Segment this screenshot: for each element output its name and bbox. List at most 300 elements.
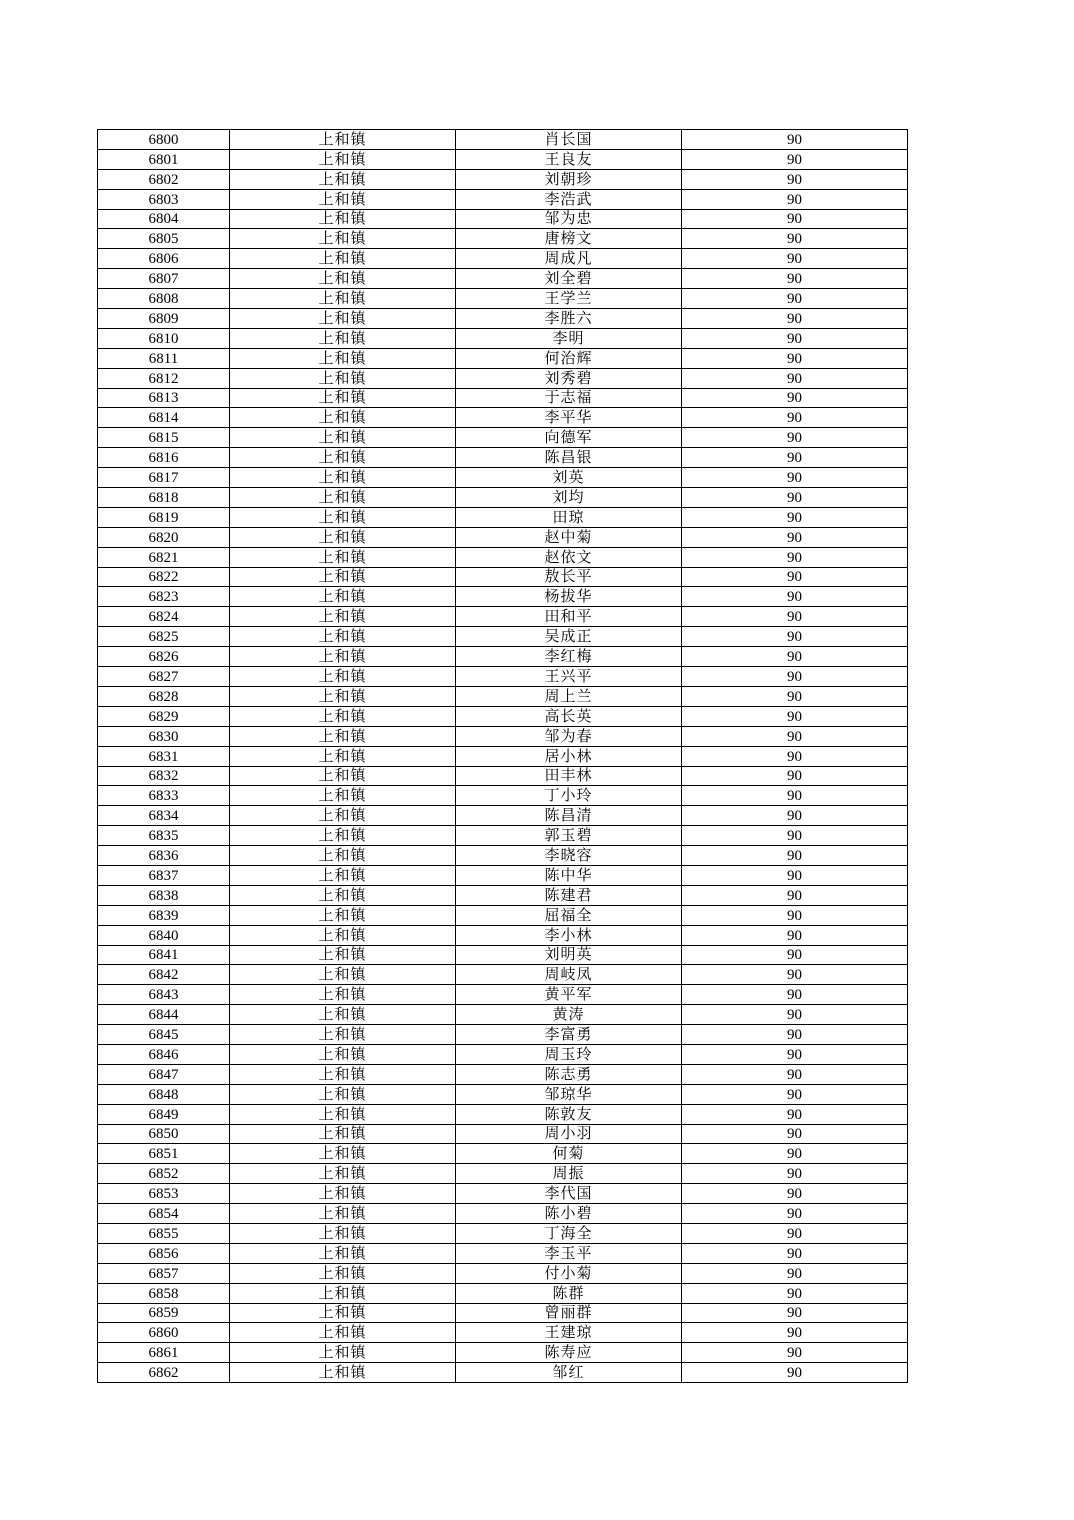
table-row <box>98 1363 908 1383</box>
town-cell: 上和镇 <box>230 865 456 885</box>
person-name-cell: 丁小玲 <box>456 786 682 806</box>
town-cell: 上和镇 <box>230 1223 456 1243</box>
table-row <box>98 1303 908 1323</box>
row-number-cell: 6822 <box>98 567 230 587</box>
table-row <box>98 189 908 209</box>
table-row <box>98 1223 908 1243</box>
table-row <box>98 885 908 905</box>
table-row <box>98 1025 908 1045</box>
amount-cell: 90 <box>682 1243 908 1263</box>
town-cell: 上和镇 <box>230 746 456 766</box>
row-number-cell: 6828 <box>98 686 230 706</box>
town-cell: 上和镇 <box>230 1144 456 1164</box>
table-row <box>98 388 908 408</box>
person-name-cell: 李代国 <box>456 1184 682 1204</box>
town-cell: 上和镇 <box>230 1025 456 1045</box>
town-cell: 上和镇 <box>230 826 456 846</box>
amount-cell: 90 <box>682 149 908 169</box>
table-row <box>98 1044 908 1064</box>
row-number-cell: 6849 <box>98 1104 230 1124</box>
table-row <box>98 328 908 348</box>
person-name-cell: 陈昌银 <box>456 448 682 468</box>
amount-cell: 90 <box>682 507 908 527</box>
town-cell: 上和镇 <box>230 1005 456 1025</box>
amount-cell: 90 <box>682 1124 908 1144</box>
town-cell: 上和镇 <box>230 885 456 905</box>
amount-cell: 90 <box>682 1104 908 1124</box>
town-cell: 上和镇 <box>230 130 456 150</box>
person-name-cell: 李平华 <box>456 408 682 428</box>
amount-cell: 90 <box>682 1064 908 1084</box>
amount-cell: 90 <box>682 686 908 706</box>
person-name-cell: 周小羽 <box>456 1124 682 1144</box>
table-row <box>98 786 908 806</box>
town-cell: 上和镇 <box>230 209 456 229</box>
town-cell: 上和镇 <box>230 1184 456 1204</box>
person-name-cell: 刘英 <box>456 468 682 488</box>
table-row <box>98 686 908 706</box>
row-number-cell: 6842 <box>98 965 230 985</box>
amount-cell: 90 <box>682 1363 908 1383</box>
town-cell: 上和镇 <box>230 965 456 985</box>
row-number-cell: 6848 <box>98 1084 230 1104</box>
table-row <box>98 965 908 985</box>
person-name-cell: 吴成正 <box>456 627 682 647</box>
town-cell: 上和镇 <box>230 1164 456 1184</box>
town-cell: 上和镇 <box>230 368 456 388</box>
amount-cell: 90 <box>682 587 908 607</box>
row-number-cell: 6816 <box>98 448 230 468</box>
person-name-cell: 于志福 <box>456 388 682 408</box>
table-row <box>98 269 908 289</box>
person-name-cell: 李玉平 <box>456 1243 682 1263</box>
table-row <box>98 806 908 826</box>
row-number-cell: 6806 <box>98 249 230 269</box>
row-number-cell: 6843 <box>98 985 230 1005</box>
amount-cell: 90 <box>682 269 908 289</box>
person-name-cell: 陈寿应 <box>456 1343 682 1363</box>
row-number-cell: 6846 <box>98 1044 230 1064</box>
town-cell: 上和镇 <box>230 547 456 567</box>
person-name-cell: 田琼 <box>456 507 682 527</box>
table-row <box>98 1164 908 1184</box>
town-cell: 上和镇 <box>230 607 456 627</box>
table-row <box>98 1283 908 1303</box>
person-name-cell: 敖长平 <box>456 567 682 587</box>
person-name-cell: 居小林 <box>456 746 682 766</box>
table-row <box>98 1343 908 1363</box>
amount-cell: 90 <box>682 249 908 269</box>
row-number-cell: 6835 <box>98 826 230 846</box>
amount-cell: 90 <box>682 1283 908 1303</box>
amount-cell: 90 <box>682 1303 908 1323</box>
table-row <box>98 726 908 746</box>
person-name-cell: 周上兰 <box>456 686 682 706</box>
person-name-cell: 李胜六 <box>456 309 682 329</box>
row-number-cell: 6854 <box>98 1204 230 1224</box>
person-name-cell: 刘全碧 <box>456 269 682 289</box>
amount-cell: 90 <box>682 547 908 567</box>
table-row <box>98 249 908 269</box>
amount-cell: 90 <box>682 865 908 885</box>
row-number-cell: 6818 <box>98 488 230 508</box>
row-number-cell: 6829 <box>98 706 230 726</box>
amount-cell: 90 <box>682 468 908 488</box>
town-cell: 上和镇 <box>230 567 456 587</box>
table-row <box>98 766 908 786</box>
amount-cell: 90 <box>682 667 908 687</box>
row-number-cell: 6847 <box>98 1064 230 1084</box>
person-name-cell: 周成凡 <box>456 249 682 269</box>
town-cell: 上和镇 <box>230 527 456 547</box>
row-number-cell: 6858 <box>98 1283 230 1303</box>
amount-cell: 90 <box>682 309 908 329</box>
table-row <box>98 1184 908 1204</box>
town-cell: 上和镇 <box>230 249 456 269</box>
row-number-cell: 6861 <box>98 1343 230 1363</box>
row-number-cell: 6838 <box>98 885 230 905</box>
amount-cell: 90 <box>682 209 908 229</box>
row-number-cell: 6805 <box>98 229 230 249</box>
town-cell: 上和镇 <box>230 766 456 786</box>
row-number-cell: 6837 <box>98 865 230 885</box>
person-name-cell: 高长英 <box>456 706 682 726</box>
amount-cell: 90 <box>682 189 908 209</box>
table-row <box>98 527 908 547</box>
town-cell: 上和镇 <box>230 348 456 368</box>
table-row <box>98 627 908 647</box>
table-row <box>98 985 908 1005</box>
amount-cell: 90 <box>682 527 908 547</box>
person-name-cell: 何菊 <box>456 1144 682 1164</box>
amount-cell: 90 <box>682 706 908 726</box>
row-number-cell: 6830 <box>98 726 230 746</box>
table-row <box>98 826 908 846</box>
person-name-cell: 陈小碧 <box>456 1204 682 1224</box>
amount-cell: 90 <box>682 786 908 806</box>
row-number-cell: 6860 <box>98 1323 230 1343</box>
row-number-cell: 6812 <box>98 368 230 388</box>
row-number-cell: 6807 <box>98 269 230 289</box>
person-name-cell: 李富勇 <box>456 1025 682 1045</box>
person-name-cell: 郭玉碧 <box>456 826 682 846</box>
person-name-cell: 田丰林 <box>456 766 682 786</box>
row-number-cell: 6810 <box>98 328 230 348</box>
town-cell: 上和镇 <box>230 706 456 726</box>
amount-cell: 90 <box>682 448 908 468</box>
person-name-cell: 王兴平 <box>456 667 682 687</box>
table-row <box>98 488 908 508</box>
table-row <box>98 865 908 885</box>
amount-cell: 90 <box>682 1223 908 1243</box>
table-row <box>98 905 908 925</box>
row-number-cell: 6857 <box>98 1263 230 1283</box>
person-name-cell: 李红梅 <box>456 647 682 667</box>
table-row <box>98 746 908 766</box>
table-row <box>98 1124 908 1144</box>
row-number-cell: 6813 <box>98 388 230 408</box>
amount-cell: 90 <box>682 1204 908 1224</box>
person-name-cell: 王良友 <box>456 149 682 169</box>
person-name-cell: 刘均 <box>456 488 682 508</box>
table-row <box>98 547 908 567</box>
person-name-cell: 陈建君 <box>456 885 682 905</box>
amount-cell: 90 <box>682 1025 908 1045</box>
person-name-cell: 黄涛 <box>456 1005 682 1025</box>
person-name-cell: 邹红 <box>456 1363 682 1383</box>
row-number-cell: 6801 <box>98 149 230 169</box>
row-number-cell: 6826 <box>98 647 230 667</box>
table-row <box>98 846 908 866</box>
person-name-cell: 刘秀碧 <box>456 368 682 388</box>
amount-cell: 90 <box>682 1343 908 1363</box>
person-name-cell: 邹琼华 <box>456 1084 682 1104</box>
town-cell: 上和镇 <box>230 1343 456 1363</box>
town-cell: 上和镇 <box>230 1204 456 1224</box>
town-cell: 上和镇 <box>230 905 456 925</box>
person-name-cell: 李晓容 <box>456 846 682 866</box>
row-number-cell: 6819 <box>98 507 230 527</box>
row-number-cell: 6820 <box>98 527 230 547</box>
row-number-cell: 6814 <box>98 408 230 428</box>
amount-cell: 90 <box>682 965 908 985</box>
row-number-cell: 6800 <box>98 130 230 150</box>
table-row <box>98 945 908 965</box>
row-number-cell: 6855 <box>98 1223 230 1243</box>
amount-cell: 90 <box>682 428 908 448</box>
row-number-cell: 6853 <box>98 1184 230 1204</box>
amount-cell: 90 <box>682 726 908 746</box>
town-cell: 上和镇 <box>230 149 456 169</box>
town-cell: 上和镇 <box>230 846 456 866</box>
town-cell: 上和镇 <box>230 488 456 508</box>
town-cell: 上和镇 <box>230 269 456 289</box>
row-number-cell: 6845 <box>98 1025 230 1045</box>
person-name-cell: 陈昌清 <box>456 806 682 826</box>
table-row <box>98 209 908 229</box>
person-name-cell: 屈福全 <box>456 905 682 925</box>
person-name-cell: 周岐凤 <box>456 965 682 985</box>
amount-cell: 90 <box>682 1263 908 1283</box>
person-name-cell: 王建琼 <box>456 1323 682 1343</box>
amount-cell: 90 <box>682 408 908 428</box>
row-number-cell: 6804 <box>98 209 230 229</box>
amount-cell: 90 <box>682 289 908 309</box>
town-cell: 上和镇 <box>230 1363 456 1383</box>
person-name-cell: 何治辉 <box>456 348 682 368</box>
town-cell: 上和镇 <box>230 1104 456 1124</box>
table-row <box>98 289 908 309</box>
amount-cell: 90 <box>682 985 908 1005</box>
person-name-cell: 陈志勇 <box>456 1064 682 1084</box>
row-number-cell: 6856 <box>98 1243 230 1263</box>
amount-cell: 90 <box>682 1144 908 1164</box>
table-row <box>98 1323 908 1343</box>
person-name-cell: 肖长国 <box>456 130 682 150</box>
table-row <box>98 309 908 329</box>
table-row <box>98 667 908 687</box>
town-cell: 上和镇 <box>230 289 456 309</box>
table-row <box>98 1263 908 1283</box>
amount-cell: 90 <box>682 1164 908 1184</box>
table-row <box>98 587 908 607</box>
person-name-cell: 王学兰 <box>456 289 682 309</box>
row-number-cell: 6811 <box>98 348 230 368</box>
person-name-cell: 赵依文 <box>456 547 682 567</box>
row-number-cell: 6859 <box>98 1303 230 1323</box>
row-number-cell: 6815 <box>98 428 230 448</box>
table-row <box>98 607 908 627</box>
person-name-cell: 刘明英 <box>456 945 682 965</box>
row-number-cell: 6832 <box>98 766 230 786</box>
person-name-cell: 李小林 <box>456 925 682 945</box>
town-cell: 上和镇 <box>230 1064 456 1084</box>
table-row <box>98 348 908 368</box>
town-cell: 上和镇 <box>230 667 456 687</box>
town-cell: 上和镇 <box>230 408 456 428</box>
amount-cell: 90 <box>682 1184 908 1204</box>
amount-cell: 90 <box>682 130 908 150</box>
person-name-cell: 李浩武 <box>456 189 682 209</box>
town-cell: 上和镇 <box>230 587 456 607</box>
town-cell: 上和镇 <box>230 1303 456 1323</box>
table-row <box>98 1084 908 1104</box>
person-name-cell: 陈敦友 <box>456 1104 682 1124</box>
row-number-cell: 6841 <box>98 945 230 965</box>
row-number-cell: 6862 <box>98 1363 230 1383</box>
town-cell: 上和镇 <box>230 448 456 468</box>
town-cell: 上和镇 <box>230 1044 456 1064</box>
table-row <box>98 448 908 468</box>
town-cell: 上和镇 <box>230 1263 456 1283</box>
table-row <box>98 169 908 189</box>
person-name-cell: 付小菊 <box>456 1263 682 1283</box>
town-cell: 上和镇 <box>230 985 456 1005</box>
table-row <box>98 408 908 428</box>
town-cell: 上和镇 <box>230 647 456 667</box>
person-name-cell: 陈群 <box>456 1283 682 1303</box>
person-name-cell: 邹为忠 <box>456 209 682 229</box>
town-cell: 上和镇 <box>230 806 456 826</box>
town-cell: 上和镇 <box>230 1243 456 1263</box>
table-row <box>98 647 908 667</box>
row-number-cell: 6834 <box>98 806 230 826</box>
table-row <box>98 567 908 587</box>
row-number-cell: 6803 <box>98 189 230 209</box>
town-cell: 上和镇 <box>230 388 456 408</box>
table-row <box>98 149 908 169</box>
town-cell: 上和镇 <box>230 507 456 527</box>
town-cell: 上和镇 <box>230 189 456 209</box>
roster-table <box>97 129 908 1383</box>
table-row <box>98 507 908 527</box>
amount-cell: 90 <box>682 905 908 925</box>
town-cell: 上和镇 <box>230 229 456 249</box>
amount-cell: 90 <box>682 1084 908 1104</box>
row-number-cell: 6840 <box>98 925 230 945</box>
town-cell: 上和镇 <box>230 627 456 647</box>
amount-cell: 90 <box>682 746 908 766</box>
town-cell: 上和镇 <box>230 309 456 329</box>
row-number-cell: 6836 <box>98 846 230 866</box>
person-name-cell: 陈中华 <box>456 865 682 885</box>
town-cell: 上和镇 <box>230 428 456 448</box>
town-cell: 上和镇 <box>230 686 456 706</box>
amount-cell: 90 <box>682 766 908 786</box>
amount-cell: 90 <box>682 925 908 945</box>
amount-cell: 90 <box>682 1005 908 1025</box>
town-cell: 上和镇 <box>230 468 456 488</box>
amount-cell: 90 <box>682 169 908 189</box>
table-row <box>98 1064 908 1084</box>
person-name-cell: 杨拔华 <box>456 587 682 607</box>
amount-cell: 90 <box>682 846 908 866</box>
table-row <box>98 1243 908 1263</box>
amount-cell: 90 <box>682 607 908 627</box>
row-number-cell: 6851 <box>98 1144 230 1164</box>
town-cell: 上和镇 <box>230 786 456 806</box>
table-row <box>98 368 908 388</box>
table-row <box>98 229 908 249</box>
table-row <box>98 428 908 448</box>
town-cell: 上和镇 <box>230 945 456 965</box>
amount-cell: 90 <box>682 567 908 587</box>
town-cell: 上和镇 <box>230 1283 456 1303</box>
table-row <box>98 1104 908 1124</box>
row-number-cell: 6839 <box>98 905 230 925</box>
table-row <box>98 130 908 150</box>
row-number-cell: 6802 <box>98 169 230 189</box>
town-cell: 上和镇 <box>230 1124 456 1144</box>
amount-cell: 90 <box>682 348 908 368</box>
person-name-cell: 黄平军 <box>456 985 682 1005</box>
person-name-cell: 唐榜文 <box>456 229 682 249</box>
person-name-cell: 田和平 <box>456 607 682 627</box>
row-number-cell: 6850 <box>98 1124 230 1144</box>
town-cell: 上和镇 <box>230 1323 456 1343</box>
person-name-cell: 赵中菊 <box>456 527 682 547</box>
amount-cell: 90 <box>682 488 908 508</box>
person-name-cell: 刘朝珍 <box>456 169 682 189</box>
row-number-cell: 6824 <box>98 607 230 627</box>
row-number-cell: 6825 <box>98 627 230 647</box>
amount-cell: 90 <box>682 328 908 348</box>
town-cell: 上和镇 <box>230 1084 456 1104</box>
amount-cell: 90 <box>682 945 908 965</box>
amount-cell: 90 <box>682 1323 908 1343</box>
amount-cell: 90 <box>682 806 908 826</box>
row-number-cell: 6833 <box>98 786 230 806</box>
person-name-cell: 丁海全 <box>456 1223 682 1243</box>
row-number-cell: 6821 <box>98 547 230 567</box>
amount-cell: 90 <box>682 1044 908 1064</box>
table-row <box>98 1204 908 1224</box>
person-name-cell: 邹为春 <box>456 726 682 746</box>
person-name-cell: 李明 <box>456 328 682 348</box>
row-number-cell: 6808 <box>98 289 230 309</box>
row-number-cell: 6817 <box>98 468 230 488</box>
person-name-cell: 周振 <box>456 1164 682 1184</box>
table-row <box>98 468 908 488</box>
town-cell: 上和镇 <box>230 328 456 348</box>
roster-table-body <box>98 130 908 1383</box>
row-number-cell: 6823 <box>98 587 230 607</box>
town-cell: 上和镇 <box>230 925 456 945</box>
row-number-cell: 6809 <box>98 309 230 329</box>
town-cell: 上和镇 <box>230 726 456 746</box>
table-row <box>98 1005 908 1025</box>
amount-cell: 90 <box>682 388 908 408</box>
